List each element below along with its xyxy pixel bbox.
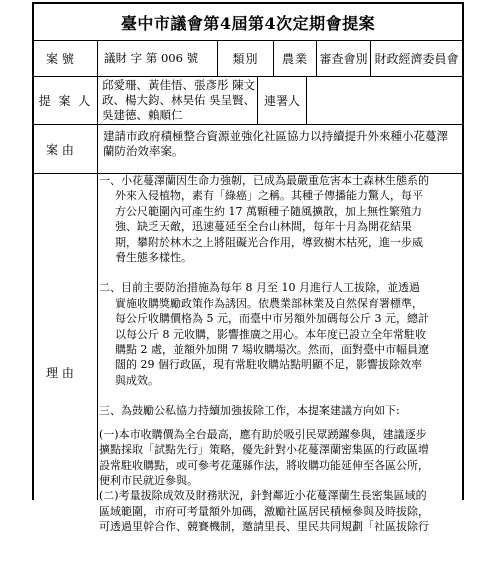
category-label: 類別 [232,52,259,66]
label-column-divider [97,40,98,500]
subject-label: 案 由 [46,142,74,157]
reason-paragraph-2: 二、目前主要防治措施為每年 8 月至 10 月進行人工拔除，並透過實施收購獎勵政策作為誘因。依農業部林業及自然保育署標準，每公斤收購價格為 5 元，而臺中市另額外加碼每公斤 3 元，總計以每公斤 8 元收購，影響推廣之用心。本年度已設立全年常駐收購點 2 處，並額外加開 7 場收購場次。然而，面對臺中市幅員遼闊的 29 個行政區，現有常駐收購站點明顯不足，影響拔除效率與成效。 [99,281,429,387]
case-number: 議財 字 第 006 號 [104,51,199,65]
case-number-label: 案 號 [46,52,74,66]
col-divider [306,76,307,124]
reason-paragraph-3: 三、為鼓勵公私協力持續加強拔除工作，本提案建議方向如下: [99,404,400,418]
committee-label: 審查會別 [319,52,368,66]
form-title: 臺中市議會第4屆第4次定期會提案 [120,13,376,33]
cosigner-names [310,77,460,124]
committee-value: 財政經濟委員會 [374,52,459,66]
cosigner-label: 連署人 [263,94,300,108]
proposers-label: 提 案 人 [38,94,93,108]
category-value: 農業 [281,52,308,66]
reasons-body [99,173,429,535]
reason-item-1: (一)本市收購價為全台最高，應有助於吸引民眾踴躍參與，建議逐步擴點採取「試點先行」策略，優先針對小花蔓澤蘭密集區的行政區增設常駐收購點，或可參考花蓮縣作法，將收購功能延伸至各區公所，便利市民就近參與。 [99,427,429,487]
reason-paragraph-1: 一、小花蔓澤蘭因生命力強韌，已成為最嚴重危害本土森林生態系的外來入侵植物，素有「綠癌」之稱。其種子傳播能力驚人，每平方公尺範圍內可產生約 17 萬顆種子隨風擴散，加上無性繁殖力強、缺乏天敵，迅速蔓延至全台山林間，每年十月為開花結果期，攀附於林木之上將阻礙光合作用，導致樹木枯死，進一步威脅生態多樣性。 [99,174,429,265]
proposer-names: 邱愛珊、黃佳悟、張彥彤 陳文政、楊大鈞、林昊佑 吳呈賢、吳建德、賴順仁 [102,78,256,122]
reasons-label: 理 由 [46,365,74,380]
reason-item-2: (二)考量拔除成效及財務狀況，針對鄰近小花蔓澤蘭生長密集區域的區域範圍，市府可考量額外加碼，激勵社區居民積極參與及時拔除，可透過里幹合作、競賽機制，邀請里長、里民共同規劃「社區拔除行 [99,489,429,534]
subject-text: 建請市政府積極整合資源並強化社區協力以持續提升外來種小花蔓澤蘭防治效率案。 [103,129,448,158]
